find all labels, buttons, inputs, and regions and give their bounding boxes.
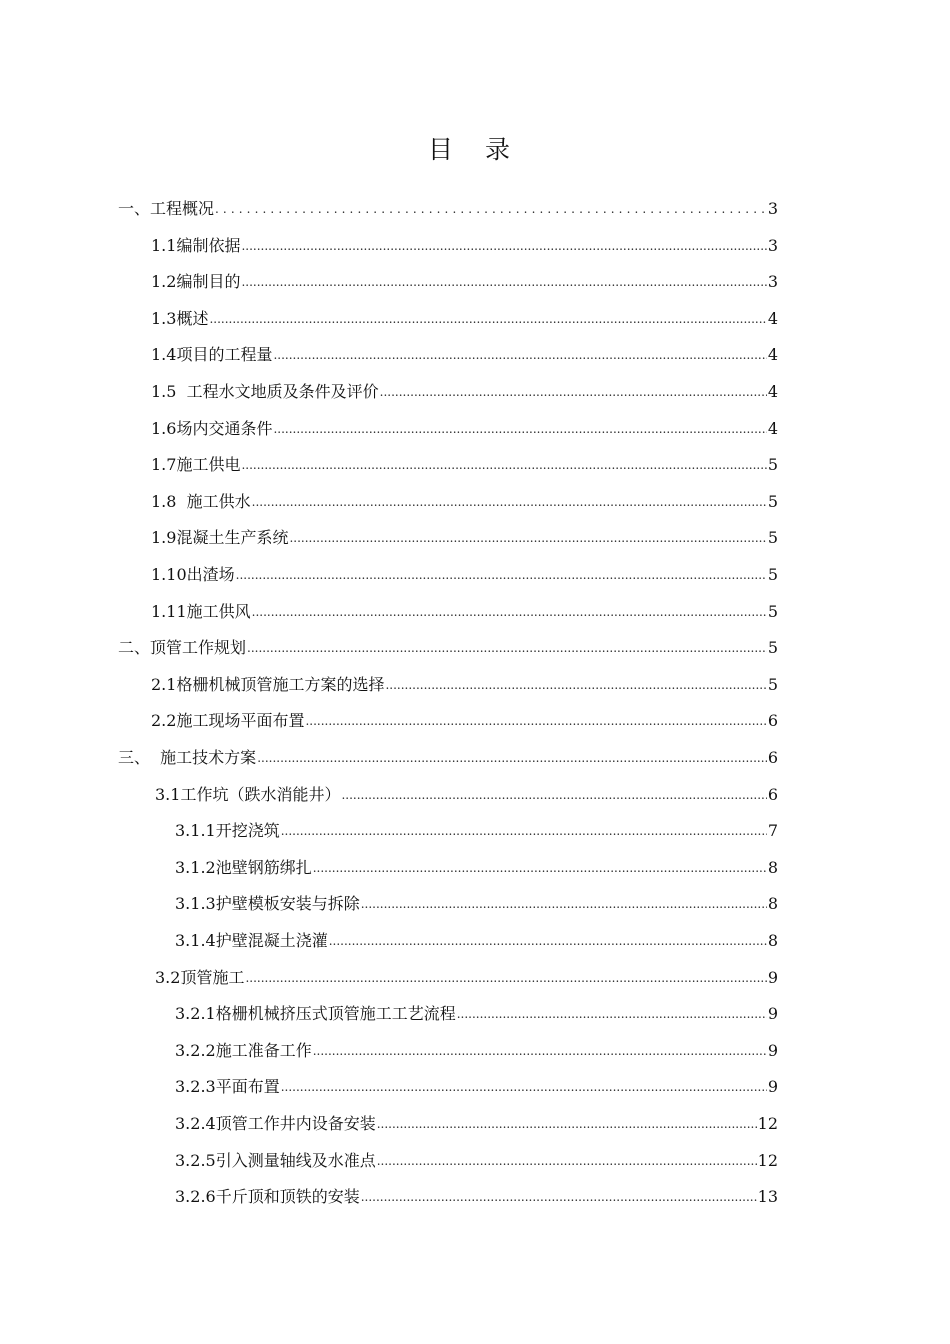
- toc-entry[interactable]: [151, 256, 778, 292]
- toc-entry[interactable]: [151, 329, 778, 365]
- toc-entry[interactable]: [151, 403, 778, 439]
- dot-leader: [305, 711, 766, 731]
- toc-entry[interactable]: [151, 220, 778, 256]
- toc-entry-label: 3.1工作坑（跌水消能井）: [155, 784, 341, 804]
- dot-leader: [273, 419, 766, 439]
- dot-leader: [215, 199, 767, 219]
- toc-entry-label: 3.1.3护壁模板安装与拆除: [175, 894, 360, 914]
- toc-entry-label: 一、工程概况: [118, 199, 215, 218]
- toc-page-number: 6: [767, 711, 778, 731]
- toc-entry-label: 1.3概述: [151, 308, 209, 328]
- page-title: 目 录: [428, 135, 522, 164]
- toc-page-number: 9: [767, 967, 778, 987]
- toc-entry[interactable]: [118, 183, 778, 219]
- dot-leader: [247, 638, 767, 658]
- toc-entry-label: 3.1.1开挖浇筑: [175, 821, 280, 841]
- toc-page-number: 5: [767, 528, 778, 548]
- toc-entry-label: 1.6场内交通条件: [151, 418, 273, 438]
- toc-entry-label: 3.2.4顶管工作井内设备安装: [175, 1114, 376, 1133]
- dot-leader: [457, 1004, 767, 1024]
- dot-leader: [252, 602, 767, 622]
- toc-entry[interactable]: [175, 805, 778, 841]
- toc-page-number: 4: [767, 418, 778, 438]
- toc-entry[interactable]: [118, 732, 778, 768]
- toc-entry[interactable]: [151, 549, 778, 585]
- toc-entry-label: 3.1.4护壁混凝土浇灌: [175, 931, 328, 950]
- toc-entry-label: 2.1格栅机械顶管施工方案的选择: [151, 674, 385, 694]
- toc-entry-label: 1.5 工程水文地质及条件及评价: [151, 382, 379, 401]
- toc-page-number: 4: [767, 382, 778, 401]
- toc-entry[interactable]: [175, 988, 778, 1024]
- toc-entry[interactable]: [118, 622, 778, 658]
- toc-page-number: 9: [767, 1077, 778, 1097]
- toc-entry[interactable]: [175, 915, 778, 951]
- dot-leader: [273, 345, 766, 365]
- toc-entry-label: 3.2.2施工准备工作: [175, 1040, 312, 1060]
- toc-entry-label: 1.2编制目的: [151, 272, 241, 292]
- toc-page-number: 4: [767, 308, 778, 328]
- toc-entry-label: 三、 施工技术方案: [118, 748, 257, 767]
- toc-entry[interactable]: [151, 439, 778, 475]
- toc-entry[interactable]: [151, 659, 778, 695]
- dot-leader: [329, 931, 767, 951]
- dot-leader: [313, 1041, 767, 1061]
- toc-entry-label: 1.8 施工供水: [151, 491, 251, 511]
- toc-page-number: 5: [767, 455, 778, 475]
- dot-leader: [252, 492, 767, 512]
- toc-entry[interactable]: [151, 586, 778, 622]
- toc-entry-label: 2.2施工现场平面布置: [151, 711, 305, 731]
- dot-leader: [281, 821, 767, 841]
- dot-leader: [209, 309, 766, 329]
- toc-page-number: 3: [767, 199, 778, 218]
- toc-entry-label: 1.7施工供电: [151, 455, 241, 475]
- toc-page-number: 5: [767, 565, 778, 584]
- dot-leader: [241, 455, 766, 475]
- toc-entry-label: 1.11施工供风: [151, 601, 251, 621]
- toc-page-number: 5: [767, 491, 778, 511]
- toc-entry-label: 3.2.6千斤顶和顶铁的安装: [175, 1187, 360, 1207]
- dot-leader: [281, 1077, 767, 1097]
- dot-leader: [361, 1187, 757, 1207]
- dot-leader: [377, 1151, 757, 1171]
- toc-entry[interactable]: [155, 769, 778, 805]
- toc-entry[interactable]: [175, 1171, 778, 1207]
- toc-entry[interactable]: [175, 1098, 778, 1134]
- toc-page-number: 8: [767, 894, 778, 914]
- toc-page-number: 5: [767, 638, 778, 658]
- dot-leader: [289, 528, 766, 548]
- toc-entry[interactable]: [151, 476, 778, 512]
- toc-entry-label: 3.2顶管施工: [155, 967, 245, 987]
- dot-leader: [313, 858, 767, 878]
- toc-entry[interactable]: [175, 842, 778, 878]
- toc-page-number: 3: [767, 272, 778, 292]
- toc-page-number: 4: [767, 345, 778, 365]
- toc-entry[interactable]: [175, 1135, 778, 1171]
- dot-leader: [341, 785, 766, 805]
- toc-page-number: 6: [767, 784, 778, 804]
- dot-leader: [380, 382, 767, 402]
- toc-entry[interactable]: [151, 293, 778, 329]
- toc-entry-label: 1.4项目的工程量: [151, 345, 273, 365]
- dot-leader: [241, 236, 766, 256]
- toc-page-number: 7: [767, 821, 778, 841]
- dot-leader: [257, 748, 767, 768]
- dot-leader: [236, 565, 767, 585]
- toc-page-number: 13: [757, 1187, 778, 1207]
- toc-entry[interactable]: [151, 512, 778, 548]
- toc-page-number: 9: [767, 1040, 778, 1060]
- toc-page-number: 8: [767, 931, 778, 950]
- dot-leader: [377, 1114, 757, 1134]
- toc-page-number: 12: [757, 1150, 778, 1170]
- dot-leader: [361, 894, 767, 914]
- toc-entry[interactable]: [151, 695, 778, 731]
- toc-entry[interactable]: [175, 1061, 778, 1097]
- toc-entry-label: 1.9混凝土生产系统: [151, 528, 289, 548]
- toc-entry-label: 3.1.2池壁钢筋绑扎: [175, 857, 312, 877]
- dot-leader: [241, 272, 766, 292]
- toc-entry[interactable]: [155, 952, 778, 988]
- toc-entry[interactable]: [151, 366, 778, 402]
- dot-leader: [245, 968, 766, 988]
- toc-page-number: 5: [767, 601, 778, 621]
- toc-entry-label: 3.2.1格栅机械挤压式顶管施工工艺流程: [175, 1004, 456, 1024]
- dot-leader: [385, 675, 766, 695]
- toc-page-number: 3: [767, 235, 778, 255]
- toc-entry[interactable]: [175, 1025, 778, 1061]
- toc-page-number: 6: [767, 748, 778, 767]
- toc-entry-label: 1.1编制依据: [151, 235, 241, 255]
- toc-entry-label: 二、顶管工作规划: [118, 638, 247, 658]
- toc-entry-label: 3.2.5引入测量轴线及水准点: [175, 1150, 376, 1170]
- toc-page-number: 8: [767, 857, 778, 877]
- toc-entry[interactable]: [175, 878, 778, 914]
- toc-entry-label: 3.2.3平面布置: [175, 1077, 280, 1097]
- toc-page-number: 5: [767, 674, 778, 694]
- toc-entry-label: 1.10出渣场: [151, 565, 235, 584]
- toc-page-number: 12: [757, 1114, 778, 1133]
- toc-page-number: 9: [767, 1004, 778, 1024]
